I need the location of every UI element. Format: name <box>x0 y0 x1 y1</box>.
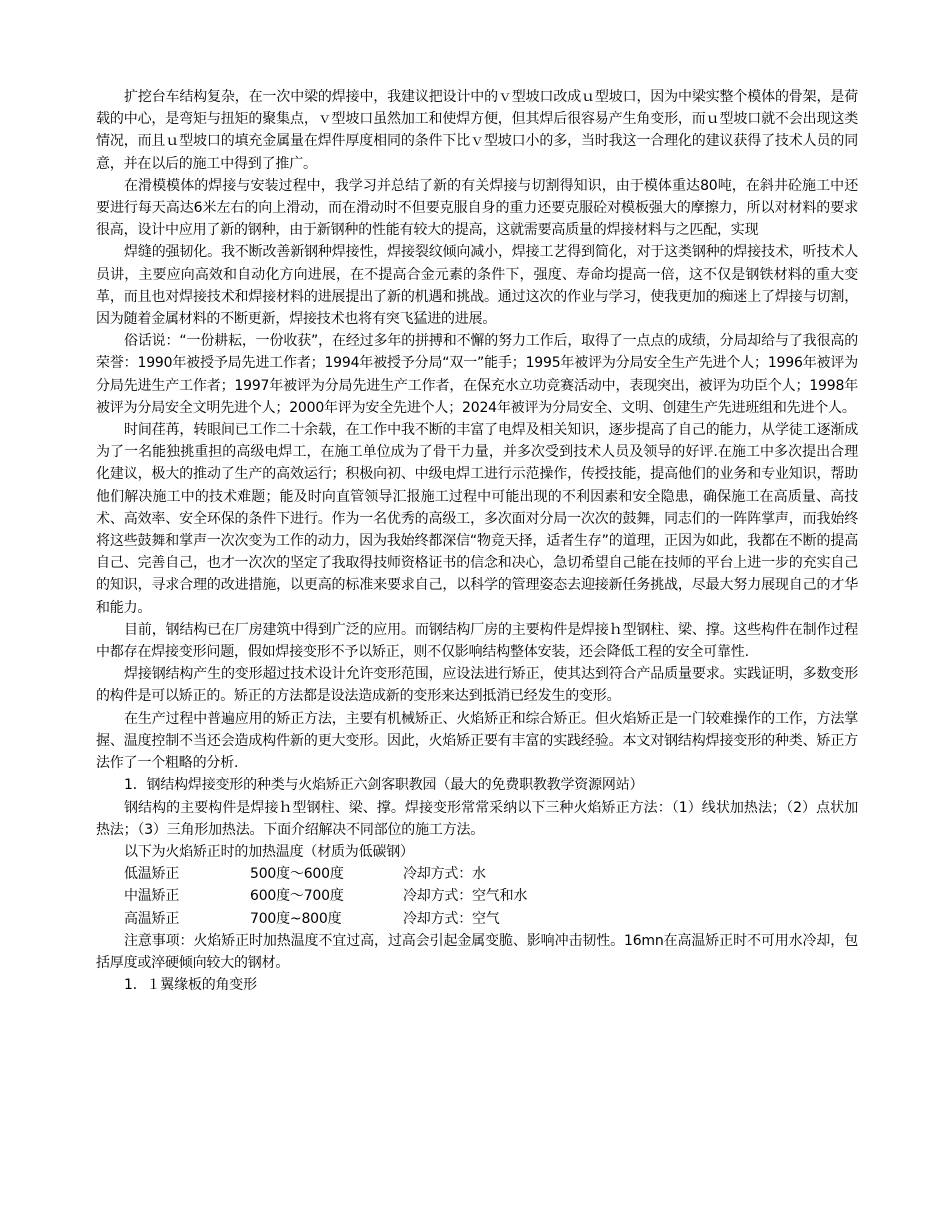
temperature-name: 低温矫正 <box>124 866 180 883</box>
subheading: 1．１翼缘板的角变形 <box>124 977 257 994</box>
paragraph-3: 焊缝的强韧化。我不断改善新钢种焊接性，焊接裂纹倾向减小，焊接工艺得到简化，对于这类钢种的焊接技术，听技术人员讲，主要应向高效和自动化方向进展，在不提高合金元素的条件下，强度、寿命均提高一倍，这不仅是钢铁材料的重大变革，而且也对焊接技术和焊接材料的进展提出了新的机遇和挑战。通过这次的作业与学习，使我更加的痴迷上了焊接与切割，因为随着金属材料的不断更新，焊接技术也将有突飞猛进的进展。 <box>96 244 858 328</box>
temperature-range: 500度～600度 <box>250 866 344 883</box>
temperature-row-mid <box>96 885 858 907</box>
temperature-row-low <box>96 863 858 885</box>
cooling-method: 冷却方式：空气 <box>403 910 500 927</box>
paragraph-2: 在滑模模体的焊接与安装过程中，我学习并总结了新的有关焊接与切割得知识，由于模体重达80吨，在斜井砼施工中还要进行每天高达6米左右的向上滑动，而在滑动时不但要克服自身的重力还要克服砼对模板强大的摩擦力，所以对材料的要求很高，设计中应用了新的钢种，由于新钢种的性能有较大的提高，这就需要高质量的焊接材料与之匹配，实现 <box>96 177 858 239</box>
temperature-row-high <box>96 908 858 930</box>
temperature-intro: 以下为火焰矫正时的加热温度（材质为低碳钢） <box>124 843 414 860</box>
cooling-method: 冷却方式：水 <box>403 866 486 883</box>
paragraph-8: 在生产过程中普遍应用的矫正方法，主要有机械矫正、火焰矫正和综合矫正。但火焰矫正是一门较难操作的工作，方法掌握、温度控制不当还会造成构件新的更大变形。因此，火焰矫正要有丰富的实践经验。本文对钢结构焊接变形的种类、矫正方法作了一个粗略的分析. <box>96 710 858 772</box>
note-paragraph: 注意事项：火焰矫正时加热温度不宜过高，过高会引起金属变脆、影响冲击韧性。16mn在高温矫正时不可用水冷却，包括厚度或淬硬倾向较大的钢材。 <box>96 932 858 971</box>
temperature-range: 600度～700度 <box>250 888 344 905</box>
paragraph-7: 焊接钢结构产生的变形超过技术设计允许变形范围，应设法进行矫正，使其达到符合产品质量要求。实践证明，多数变形的构件是可以矫正的。矫正的方法都是设法造成新的变形来达到抵消已经发生的变形。 <box>96 666 858 705</box>
temperature-name: 中温矫正 <box>124 888 180 905</box>
paragraph-1: 扩挖台车结构复杂，在一次中梁的焊接中，我建议把设计中的ｖ型坡口改成ｕ型坡口，因为中梁实整个模体的骨架，是荷载的中心，是弯矩与扭矩的聚集点，ｖ型坡口虽然加工和使焊方便，但其焊后很容易产生角变形，而ｕ型坡口就不会出现这类情况，而且ｕ型坡口的填充金属量在焊件厚度相同的条件下比ｖ型坡口小的多，当时我这一合理化的建议获得了技术人员的同意，并在以后的施工中得到了推广。 <box>96 89 858 172</box>
temperature-range: 700度~800度 <box>250 910 342 927</box>
document-body <box>96 86 858 996</box>
paragraph-6: 目前，钢结构已在厂房建筑中得到广泛的应用。而钢结构厂房的主要构件是焊接ｈ型钢柱、梁、撑。这些构件在制作过程中都存在焊接变形问题，假如焊接变形不予以矫正，则不仅影响结构整体安装，还会降低工程的安全可靠性. <box>96 621 858 661</box>
paragraph-5: 时间荏苒，转眼间已工作二十余载，在工作中我不断的丰富了电焊及相关知识，逐步提高了自己的能力，从学徒工逐渐成为了一名能独挑重担的高级电焊工，在施工单位成为了骨干力量，并多次受到技术人员及领导的好评.在施工中多次提出合理化建议，极大的推动了生产的高效运行；积极向初、中级电焊工进行示范操作，传授技能，提高他们的业务和专业知识，帮助他们解决施工中的技术难题；能及时向直管领导汇报施工过程中可能出现的不利因素和安全隐患，确保施工在高质量、高技术、高效率、安全环保的条件下进行。作为一名优秀的高级工，多次面对分局一次次的鼓舞，同志们的一阵阵掌声，而我始终将这些鼓舞和掌声一次次变为工作的动力，因为我始终都深信“物竞天择，适者生存”的道理，正因为如此，我都在不断的提高自己、完善自己，也才一次次的坚定了我取得技师资格证书的信念和决心，急切希望自己能在技师的平台上进一步的充实自己的知识，寻求合理的改进措施，以更高的标准来要求自己，以科学的管理姿态去迎接新任务挑战，尽最大努力展现自己的才华和能力。 <box>96 422 858 616</box>
temperature-name: 高温矫正 <box>124 910 180 927</box>
section-paragraph: 钢结构的主要构件是焊接ｈ型钢柱、梁、撑。焊接变形常常采纳以下三种火焰矫正方法：（1）线状加热法；（2）点状加热法；（3）三角形加热法。下面介绍解决不同部位的施工方法。 <box>96 799 858 838</box>
section-heading: 1．钢结构焊接变形的种类与火焰矫正六剑客职教园（最大的免费职教教学资源网站） <box>124 777 644 794</box>
paragraph-4: 俗话说：“一份耕耘，一份收获”，在经过多年的拼搏和不懈的努力工作后，取得了一点点的成绩，分局却给与了我很高的荣誉：1990年被授予局先进工作者；1994年被授予分局“双一”能手；1995年被评为分局安全生产先进个人；1996年被评为分局先进生产工作者；1997年被评为分局先进生产工作者，在保充水立功竞赛活动中，表现突出，被评为功臣个人；1998年被评为分局安全文明先进个人；2000年评为安全先进个人；2024年被评为分局安全、文明、创建生产先进班组和先进个人。 <box>96 333 858 416</box>
cooling-method: 冷却方式：空气和水 <box>403 888 528 905</box>
